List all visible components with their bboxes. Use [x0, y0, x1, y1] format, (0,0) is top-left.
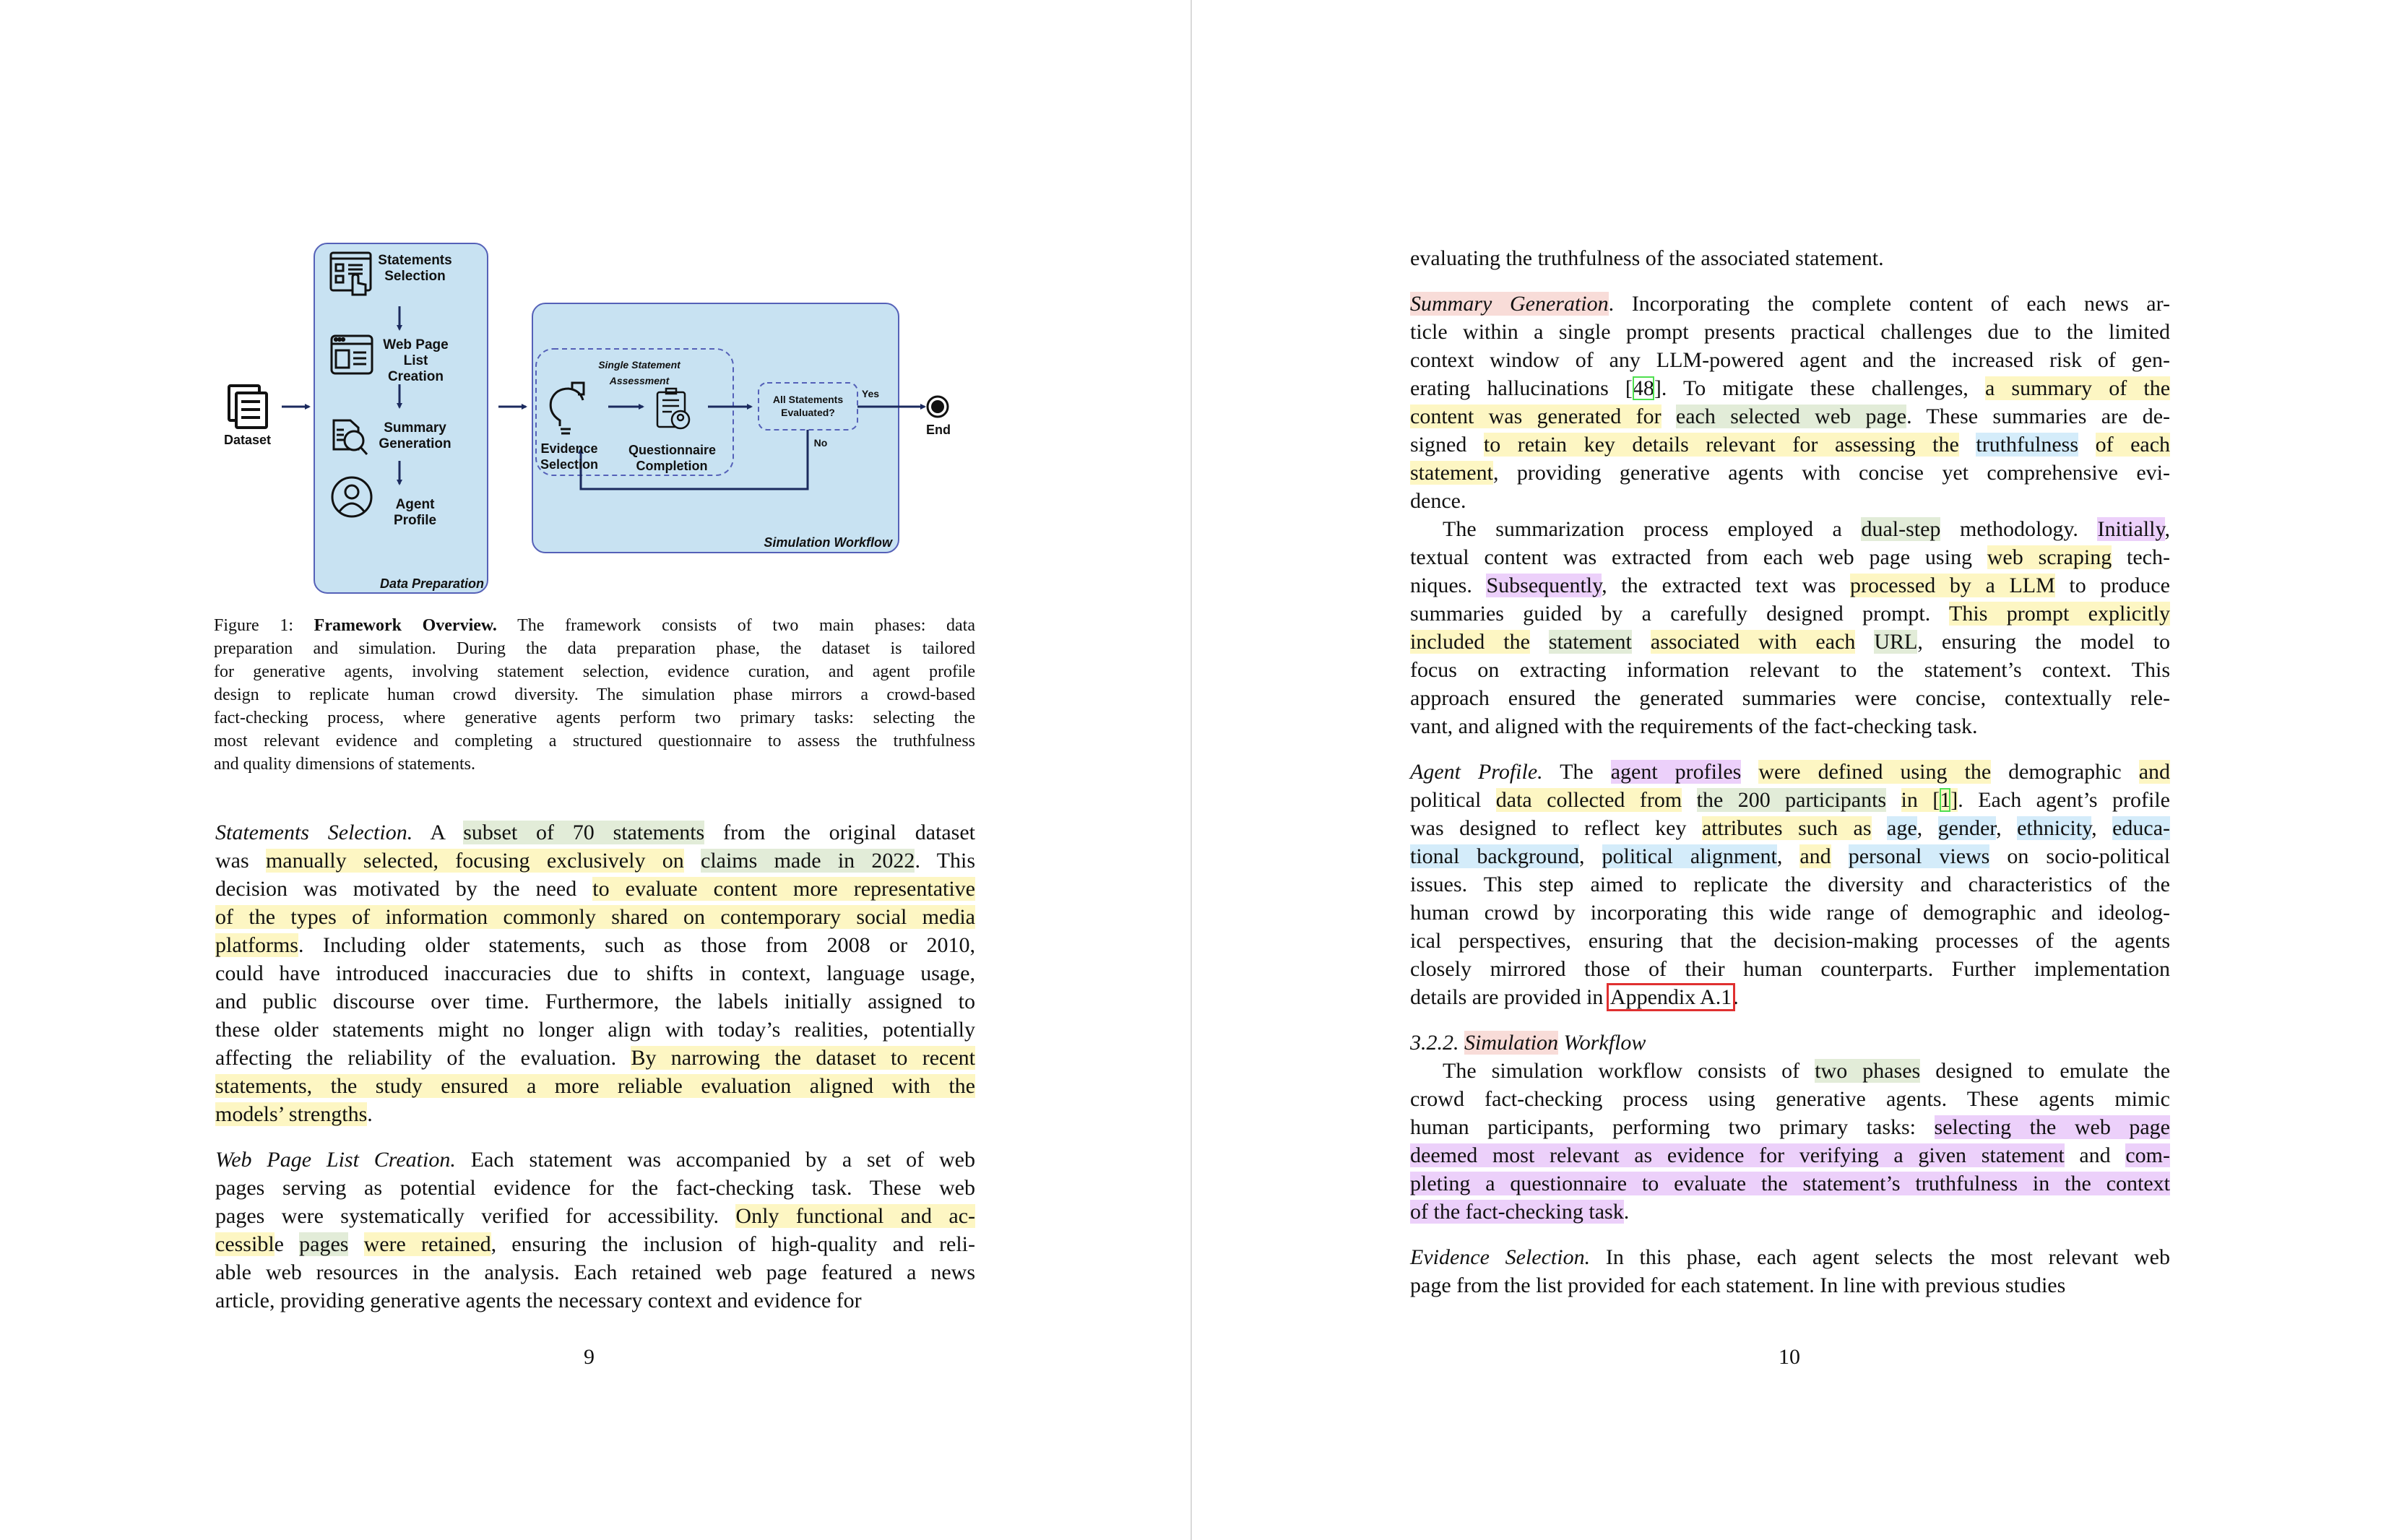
highlight-green: the 200 participants: [1696, 788, 1887, 812]
text-segment: .: [1623, 1200, 1630, 1224]
text-segment: to produce: [2054, 574, 2170, 597]
text-segment: , ensuring the inclusion of high-quality and reli-: [491, 1232, 975, 1256]
text-segment: demographic: [1991, 760, 2139, 784]
highlight-yellow: to evaluate content more representative: [592, 877, 975, 901]
text-segment: page from the list provided for each statement. In line with previous studies: [1410, 1273, 2066, 1297]
text-segment: could have introduced inaccuracies due to shifts in context, language usage,: [215, 961, 975, 985]
text-segment: . Each agent’s profile: [1958, 788, 2170, 812]
highlight-purple: deemed most relevant as evidence for verifying a given statement: [1410, 1143, 2065, 1167]
step-label-line: Statements: [378, 253, 452, 268]
text-segment: was designed to reflect key: [1410, 816, 1702, 840]
highlight-yellow: attributes such as: [1701, 816, 1872, 840]
text-segment: .: [1733, 985, 1739, 1009]
paragraph: [215, 1146, 975, 1315]
text-line: [1410, 402, 2170, 431]
text-line: [215, 1146, 975, 1174]
text-segment: In this phase, each agent selects the most relevant web: [1590, 1245, 2170, 1269]
text-segment: . These summaries are de-: [1906, 405, 2170, 428]
left-column-text: [215, 818, 975, 1315]
figure-framework-overview: [209, 231, 990, 607]
highlight-yellow: of each: [2095, 433, 2171, 457]
highlight-yellow: associated with each: [1650, 630, 1856, 654]
step-summary-generation: [377, 420, 453, 452]
text-segment: A: [412, 821, 464, 844]
text-segment: human participants, performing two primary tasks:: [1410, 1115, 1935, 1139]
highlight-yellow: and: [2138, 760, 2171, 784]
questionnaire-completion-label: [628, 442, 715, 474]
text-line: [215, 875, 975, 903]
highlight-green: claims made in 2022: [701, 849, 915, 873]
text-line: [1410, 244, 2170, 272]
highlight-yellow: statement: [1410, 461, 1493, 485]
text-segment: article, providing generative agents the necessary context and evidence for: [215, 1289, 862, 1312]
evidence-selection-label: [540, 441, 598, 472]
text-segment: [1741, 760, 1758, 784]
text-segment: pages were systematically verified for accessibility.: [215, 1204, 736, 1228]
text-segment: ]. To mitigate these challenges,: [1654, 376, 1985, 400]
text-segment: and public discourse over time. Furthermore, the labels initially assigned to: [215, 990, 975, 1013]
text-line: [1410, 1141, 2170, 1169]
label-line: Questionnaire: [628, 443, 717, 457]
paragraph: [1410, 1057, 2170, 1226]
text-segment: evaluating the truthfulness of the associated statement.: [1410, 246, 1884, 270]
text-segment: approach ensured the generated summaries were concise, contextually rele-: [1410, 686, 2170, 710]
text-line: [1410, 758, 2170, 786]
text-segment: closely mirrored those of their human counterparts. Further implementation: [1410, 957, 2170, 981]
highlight-yellow: processed by a LLM: [1850, 574, 2055, 597]
text-line: [1410, 955, 2170, 983]
highlight-purple: com-: [2125, 1143, 2170, 1167]
text-line: [1410, 374, 2170, 402]
text-line: [215, 1230, 975, 1258]
highlight-green: subset of 70 statements: [463, 821, 705, 844]
text-segment: ,: [2164, 517, 2171, 541]
text-segment: . This: [915, 849, 976, 873]
paragraph: [1410, 1243, 2170, 1299]
text-line: [215, 959, 975, 987]
text-line: [215, 818, 975, 847]
highlight-yellow: statements, the study ensured a more reliable evaluation aligned with the: [215, 1074, 975, 1098]
simulation-workflow-title: Simulation Workflow: [764, 535, 892, 550]
text-segment: [1632, 630, 1651, 654]
text-line: [215, 1044, 975, 1072]
highlight-blue: truthfulness: [1976, 433, 2079, 457]
text-segment: Each statement was accompanied by a set of web: [455, 1148, 976, 1172]
highlight-yellow: a summary of the: [1984, 376, 2171, 400]
text-line: [1410, 786, 2170, 814]
text-segment: political: [1410, 788, 1496, 812]
paragraph-spacer: [1410, 1226, 2170, 1243]
text-line: [1410, 628, 2170, 656]
highlight-yellow: web scraping: [1987, 545, 2112, 569]
text-segment: The summarization process employed a: [1443, 517, 1862, 541]
caption-line: Figure 1: Framework Overview. The framework consists of two main phases: data: [214, 616, 976, 635]
highlight-blue: educa-: [2112, 816, 2171, 840]
text-line: [1410, 870, 2170, 899]
highlight-yellow: Only functional and ac-: [735, 1204, 976, 1228]
appendix-link[interactable]: Appendix A.1: [1609, 985, 1732, 1009]
decision-label: [760, 393, 856, 419]
highlight-purple: selecting the web page: [1934, 1115, 2171, 1139]
step-label-line: Agent: [395, 497, 435, 512]
text-segment: ,: [1917, 816, 1938, 840]
text-line: [215, 1072, 975, 1100]
text-segment: ical perspectives, ensuring that the decision-making processes of the agents: [1410, 929, 2170, 953]
highlight-purple: Initially: [2097, 517, 2165, 541]
highlight-green: URL: [1874, 630, 1918, 654]
text-segment: ,: [1996, 816, 2018, 840]
text-segment: context window of any LLM-powered agent and the increased risk of gen-: [1410, 348, 2170, 372]
page-divider: [1190, 0, 1192, 1540]
highlight-yellow: of the types of information commonly shared on contemporary social media: [215, 905, 975, 929]
highlight-yellow: included the: [1410, 630, 1530, 654]
paragraph-heading: Agent Profile.: [1410, 760, 1543, 784]
text-segment: [1855, 630, 1874, 654]
step-web-page-list-creation: [374, 337, 457, 385]
text-segment: .: [367, 1102, 373, 1126]
highlight-yellow: This prompt explicitly: [1949, 602, 2170, 626]
text-segment: crowd fact-checking process using generative agents. These agents mimic: [1410, 1087, 2170, 1111]
text-line: [1410, 1169, 2170, 1198]
text-line: [1410, 927, 2170, 955]
highlight-yellow: platforms: [215, 933, 298, 957]
step-agent-profile: [377, 497, 453, 529]
highlight-yellow: and: [1799, 844, 1831, 868]
text-line: [215, 1202, 975, 1230]
text-line: [1410, 346, 2170, 374]
highlight-yellow: models’ strengths: [215, 1102, 368, 1126]
text-line: [1410, 1198, 2170, 1226]
highlight-blue: tional background: [1410, 844, 1579, 868]
caption-line: design to replicate human crowd diversity. The simulation phase mirrors a crowd-based: [214, 685, 975, 704]
text-line: [215, 1286, 975, 1315]
caption-title: Framework Overview.: [314, 616, 497, 635]
text-segment: [1661, 405, 1676, 428]
label-line: Evaluated?: [781, 407, 835, 418]
step-label-line: Web Page: [383, 337, 449, 352]
highlight-green: each selected web page: [1675, 405, 1907, 428]
text-segment: [1530, 630, 1549, 654]
highlight-purple: of the fact-checking task: [1410, 1200, 1624, 1224]
paragraph-heading: Evidence Selection.: [1410, 1245, 1591, 1269]
text-segment: pages serving as potential evidence for the fact-checking task. These web: [215, 1176, 975, 1200]
paragraph: [1410, 290, 2170, 515]
yes-label: Yes: [861, 388, 880, 399]
text-segment: issues. This step aimed to replicate the diversity and characteristics of the: [1410, 873, 2170, 896]
highlight-yellow: data collected from: [1495, 788, 1682, 812]
highlight-yellow: were retained: [363, 1232, 491, 1256]
highlight-green: dual-step: [1861, 517, 1941, 541]
text-segment: The simulation workflow consists of: [1443, 1059, 1815, 1083]
text-line: [1410, 1085, 2170, 1113]
highlight-yellow: manually selected, focusing exclusively on: [265, 849, 684, 873]
text-segment: , the extracted text was: [1602, 574, 1850, 597]
figure-caption: [214, 614, 975, 776]
text-line: [1410, 899, 2170, 927]
subsection-heading: [1410, 1029, 2170, 1057]
highlight-yellow: were defined using the: [1758, 760, 1992, 784]
highlight-yellow: content was generated for: [1410, 405, 1661, 428]
caption-line: and quality dimensions of statements.: [214, 755, 475, 774]
text-line: [1410, 431, 2170, 459]
text-line: [1410, 1271, 2170, 1299]
subsection-title: Workflow: [1558, 1031, 1646, 1055]
text-line: [215, 903, 975, 931]
subsection-number: 3.2.2.: [1410, 1031, 1464, 1055]
text-segment: affecting the reliability of the evaluation.: [215, 1046, 631, 1070]
paragraph-spacer: [215, 1128, 975, 1146]
text-segment: e: [274, 1232, 300, 1256]
text-segment: [1682, 788, 1696, 812]
label-line: Selection: [540, 457, 599, 472]
end-node-icon: [928, 397, 948, 417]
highlight-green: pages: [299, 1232, 349, 1256]
text-segment: and: [2064, 1143, 2126, 1167]
text-line: [1410, 571, 2170, 600]
text-line: [1410, 600, 2170, 628]
text-line: [1410, 656, 2170, 684]
step-label-line: Profile: [393, 513, 437, 528]
data-preparation-panel: [314, 243, 488, 593]
text-line: [1410, 290, 2170, 318]
highlight-green: statement: [1548, 630, 1632, 654]
text-line: [215, 987, 975, 1016]
highlight-blue: political alignment: [1602, 844, 1777, 868]
highlight-purple: agent profiles: [1610, 760, 1742, 784]
text-segment: methodology.: [1940, 517, 2098, 541]
text-line: [1410, 842, 2170, 870]
paragraph: [1410, 244, 2170, 272]
text-segment: summaries guided by a carefully designed prompt.: [1410, 602, 1950, 626]
step-label-line: List Creation: [387, 353, 444, 384]
text-line: [215, 1174, 975, 1202]
highlight-yellow: in [: [1901, 788, 1940, 812]
text-line: [1410, 1057, 2170, 1085]
text-line: [1410, 515, 2170, 543]
text-segment: [348, 1232, 363, 1256]
text-segment: these older statements might no longer align with today’s realities, potentially: [215, 1018, 975, 1042]
step-statements-selection: [377, 253, 453, 285]
text-segment: [684, 849, 701, 873]
citation-link[interactable]: 1: [1940, 788, 1951, 812]
caption-line: fact-checking process, where generative agents perform two primary tasks: selecting the: [214, 709, 975, 727]
text-segment: textual content was extracted from each web page using: [1410, 545, 1987, 569]
text-segment: from the original dataset: [704, 821, 975, 844]
caption-prefix: Figure 1:: [214, 616, 314, 635]
text-segment: [2078, 433, 2096, 457]
text-line: [1410, 1113, 2170, 1141]
simulation-workflow-panel: [532, 303, 899, 553]
paragraph-spacer: [1410, 272, 2170, 290]
text-segment: The: [1542, 760, 1611, 784]
text-segment: niques.: [1410, 574, 1487, 597]
highlight-purple: Subsequently: [1486, 574, 1602, 597]
text-segment: , ensuring the model to: [1917, 630, 2171, 654]
figure-canvas: [209, 231, 990, 607]
paragraph-heading: Summary Generation: [1410, 292, 1609, 316]
text-segment: vant, and aligned with the requirements of the fact-checking task.: [1410, 714, 1978, 738]
text-segment: . Including older statements, such as those from 2008 or 2010,: [298, 933, 975, 957]
text-segment: was: [215, 849, 266, 873]
dataset-label: Dataset: [223, 433, 272, 447]
text-segment: [1959, 433, 1976, 457]
citation-link[interactable]: 48: [1632, 376, 1654, 400]
text-segment: [1886, 788, 1901, 812]
text-line: [1410, 684, 2170, 712]
page-number-left: 9: [584, 1345, 595, 1369]
highlight-blue: gender: [1937, 816, 1997, 840]
text-segment: tech-: [2112, 545, 2170, 569]
text-segment: details are provided in: [1410, 985, 1609, 1009]
subsection-title-highlight: Simulation: [1464, 1031, 1559, 1055]
text-line: [1410, 814, 2170, 842]
paragraph-spacer: [1410, 1011, 2170, 1029]
text-segment: signed: [1410, 433, 1484, 457]
text-segment: designed to emulate the: [1920, 1059, 2171, 1083]
text-segment: ,: [1776, 844, 1800, 868]
text-segment: . Incorporating the complete content of each news ar-: [1608, 292, 2170, 316]
label-line: Evidence: [540, 441, 598, 456]
text-line: [215, 847, 975, 875]
text-segment: , providing generative agents with concise yet comprehensive evi-: [1492, 461, 2170, 485]
single-statement-assessment-title: Single Statement Assessment: [598, 359, 680, 386]
highlight-yellow: to retain key details relevant for assessing the: [1483, 433, 1959, 457]
text-segment: ,: [1578, 844, 1602, 868]
text-segment: on socio-political: [1989, 844, 2171, 868]
step-label-line: Summary: [384, 420, 446, 436]
step-label-line: Selection: [384, 269, 446, 284]
paragraph-heading: Statements Selection.: [215, 821, 413, 844]
caption-line: preparation and simulation. During the data preparation phase, the dataset is tailored: [214, 639, 975, 658]
text-segment: ticle within a single prompt presents practical challenges due to the limited: [1410, 320, 2170, 344]
page-number-right: 10: [1779, 1345, 1800, 1369]
text-segment: decision was motivated by the need: [215, 877, 593, 901]
text-line: [1410, 1243, 2170, 1271]
paragraph: [1410, 515, 2170, 740]
text-segment: focus on extracting information relevant to the statement’s context. This: [1410, 658, 2170, 682]
step-label-line: Generation: [379, 436, 451, 451]
label-line: Completion: [636, 459, 708, 473]
highlight-green: two phases: [1815, 1059, 1921, 1083]
text-line: [215, 1258, 975, 1286]
highlight-yellow: ]: [1950, 788, 1958, 812]
paragraph-heading: Web Page List Creation.: [215, 1148, 456, 1172]
text-line: [215, 931, 975, 959]
right-column-text: [1410, 244, 2170, 1299]
text-line: [1410, 459, 2170, 487]
text-segment: dence.: [1410, 489, 1466, 513]
caption-line: most relevant evidence and completing a structured questionnaire to assess the truthfulness: [214, 732, 975, 750]
text-segment: [1831, 844, 1849, 868]
text-line: [215, 1100, 975, 1128]
text-line: [215, 1016, 975, 1044]
highlight-blue: age: [1887, 816, 1917, 840]
highlight-yellow: cessibl: [215, 1232, 275, 1256]
text-line: [1410, 318, 2170, 346]
paragraph: [215, 818, 975, 1128]
text-segment: [1872, 816, 1887, 840]
text-line: [1410, 712, 2170, 740]
paragraph-spacer: [1410, 740, 2170, 758]
highlight-yellow: By narrowing the dataset to recent: [631, 1046, 975, 1070]
highlight-blue: personal views: [1848, 844, 1990, 868]
text-line: [1410, 487, 2170, 515]
highlight-blue: ethnicity: [2017, 816, 2092, 840]
text-segment: able web resources in the analysis. Each retained web page featured a news: [215, 1260, 975, 1284]
text-segment: erating hallucinations [: [1410, 376, 1633, 400]
data-preparation-title: Data Preparation: [379, 576, 484, 591]
end-label: End: [926, 423, 951, 437]
text-line: [1410, 983, 2170, 1011]
text-segment: human crowd by incorporating this wide range of demographic and ideolog-: [1410, 901, 2170, 925]
highlight-purple: pleting a questionnaire to evaluate the statement’s truthfulness in the context: [1410, 1172, 2170, 1195]
caption-line: for generative agents, involving statement selection, evidence curation, and agent profile: [214, 662, 975, 681]
no-label: No: [813, 437, 828, 449]
paragraph: [1410, 758, 2170, 1011]
label-line: All Statements: [772, 394, 844, 405]
dataset-icon: [229, 386, 267, 428]
text-line: [1410, 543, 2170, 571]
text-segment: ,: [2091, 816, 2113, 840]
